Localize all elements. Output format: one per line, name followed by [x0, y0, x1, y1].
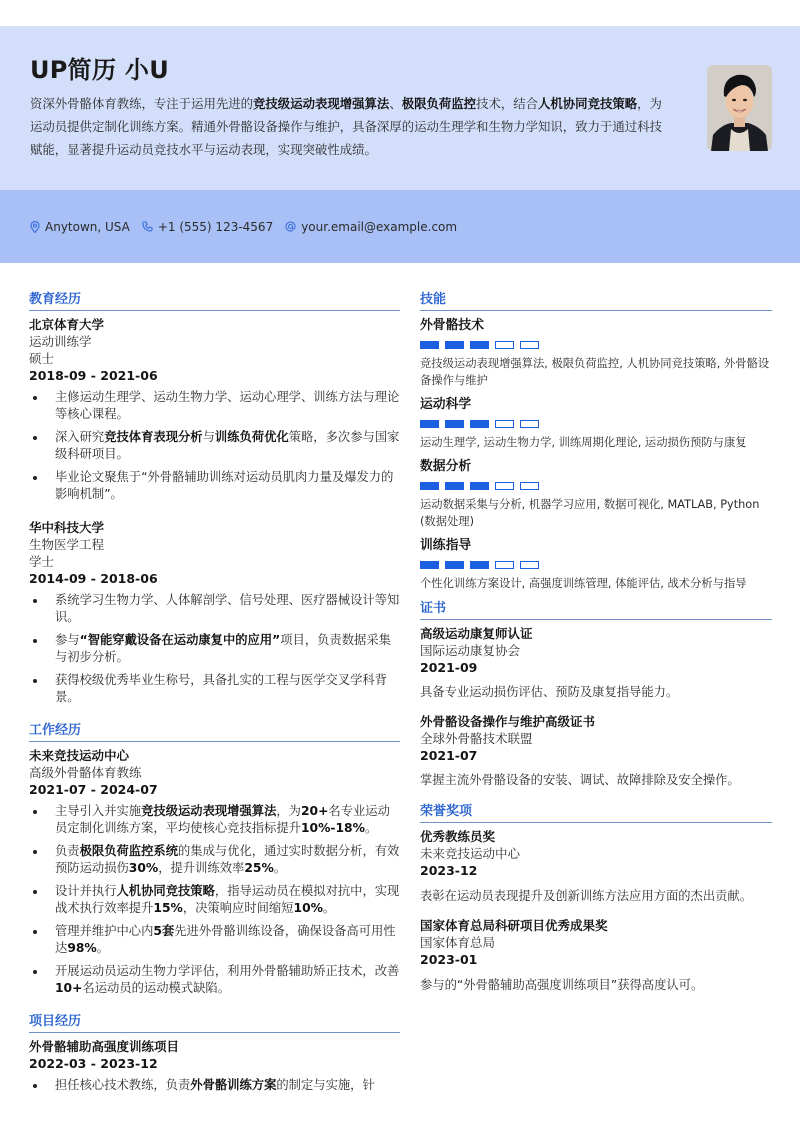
award-date: 2023-12	[420, 863, 478, 878]
certificate-name: 外骨骼设备操作与维护高级证书	[420, 714, 596, 729]
at-sign-icon	[285, 221, 296, 232]
profile-photo	[707, 65, 772, 151]
education-entry	[29, 519, 400, 706]
skills-section	[420, 291, 772, 592]
skill-level-empty	[495, 482, 514, 490]
bullet-item: 设计并执行人机协同竞技策略，指导运动员在模拟对抗中，实现战术执行效率提升15%，决策响应时间缩短10%。	[29, 883, 400, 917]
bullet-list	[29, 389, 400, 503]
skill-level-filled	[470, 482, 489, 490]
school-name: 华中科技大学	[29, 520, 105, 535]
skill-level-empty	[495, 420, 514, 428]
bullet-item: 获得校级优秀毕业生称号，具备扎实的工程与医学交叉学科背景。	[29, 672, 400, 706]
skill-level-bar	[420, 482, 772, 490]
skill-name: 运动科学	[420, 397, 472, 412]
skill-item	[420, 536, 772, 592]
contact-email	[285, 220, 457, 234]
certificate-issuer: 国际运动康复协会	[420, 643, 521, 658]
section-title-skills: 技能	[420, 291, 772, 311]
profile-summary: 资深外骨骼体育教练，专注于运用先进的竞技级运动表现增强算法、极限负荷监控技术，结合人机协同竞技策略，为运动员提供定制化训练方案。精通外骨骼设备操作与维护，具备深厚的运动生理学和生物力学知识，致力于通过科技赋能，显著提升运动员竞技水平与运动表现，实现突破性成绩。	[30, 96, 662, 157]
candidate-name: UP简历 小U	[30, 56, 170, 84]
bullet-list	[29, 592, 400, 706]
section-title-awards: 荣誉奖项	[420, 803, 772, 823]
bullet-item: 担任核心技术教练，负责外骨骼训练方案的制定与实施，针	[29, 1077, 400, 1094]
skill-item	[420, 457, 772, 530]
bullet-item: 开展运动员运动生物力学评估，利用外骨骼辅助矫正技术，改善10+名运动员的运动模式缺陷。	[29, 963, 400, 997]
skill-level-empty	[495, 341, 514, 349]
skill-level-bar	[420, 561, 772, 569]
education-entry	[29, 316, 400, 503]
bullet-item: 负责极限负荷监控系统的集成与优化，通过实时数据分析，有效预防运动损伤30%，提升训练效率25%。	[29, 843, 400, 877]
project-name: 外骨骼辅助高强度训练项目	[29, 1039, 180, 1054]
certificate-entry	[420, 625, 772, 701]
certificate-date: 2021-09	[420, 660, 478, 675]
location-pin-icon	[30, 221, 40, 233]
date-range: 2022-03 - 2023-12	[29, 1056, 158, 1071]
major: 运动训练学	[29, 334, 92, 349]
award-name: 优秀教练员奖	[420, 829, 496, 844]
right-column	[420, 291, 772, 1006]
skill-level-filled	[470, 561, 489, 569]
award-entry	[420, 828, 772, 909]
skill-level-empty	[520, 341, 539, 349]
skill-level-empty	[520, 482, 539, 490]
certificate-date: 2021-07	[420, 748, 478, 763]
education-section	[29, 291, 400, 706]
award-date: 2023-01	[420, 952, 478, 967]
award-entry	[420, 917, 772, 998]
resume-header	[0, 26, 800, 190]
bullet-list	[29, 803, 400, 997]
bullet-item: 管理并维护中心内5套先进外骨骼训练设备，确保设备高可用性达98%。	[29, 923, 400, 957]
project-entry	[29, 1038, 400, 1094]
bullet-item: 主修运动生理学、运动生物力学、运动心理学、训练方法与理论等核心课程。	[29, 389, 400, 423]
skill-level-filled	[445, 482, 464, 490]
skill-level-bar	[420, 420, 772, 428]
skill-description: 运动数据采集与分析, 机器学习应用, 数据可视化, MATLAB, Python (数据处理)	[420, 498, 760, 528]
certificate-description: 具备专业运动损伤评估、预防及康复指导能力。	[420, 685, 679, 699]
bullet-item: 系统学习生物力学、人体解剖学、信号处理、医疗器械设计等知识。	[29, 592, 400, 626]
bullet-item: 参与“智能穿戴设备在运动康复中的应用”项目，负责数据采集与初步分析。	[29, 632, 400, 666]
section-title-projects: 项目经历	[29, 1013, 400, 1033]
certificate-description: 掌握主流外骨骼设备的安装、调试、故障排除及安全操作。	[420, 773, 740, 787]
section-title-certificates: 证书	[420, 600, 772, 620]
page-top-margin	[0, 0, 800, 26]
skill-name: 训练指导	[420, 538, 472, 553]
award-issuer: 未来竞技运动中心	[420, 846, 521, 861]
skill-level-empty	[520, 420, 539, 428]
skill-name: 数据分析	[420, 459, 472, 474]
certificate-name: 高级运动康复师认证	[420, 626, 533, 641]
certificate-entry	[420, 713, 772, 789]
award-description: 参与的“外骨骼辅助高强度训练项目”获得高度认可。	[420, 978, 704, 992]
degree: 学士	[29, 554, 55, 569]
skill-level-filled	[420, 420, 439, 428]
skill-level-filled	[470, 341, 489, 349]
award-name: 国家体育总局科研项目优秀成果奖	[420, 918, 608, 933]
skill-item	[420, 395, 772, 451]
skill-level-filled	[445, 561, 464, 569]
email-text[interactable]: your.email@example.com	[301, 219, 458, 234]
bullet-list	[29, 1077, 400, 1094]
skill-level-filled	[420, 341, 439, 349]
award-issuer: 国家体育总局	[420, 935, 496, 950]
contact-phone	[142, 220, 273, 234]
skill-level-bar	[420, 341, 772, 349]
school-name: 北京体育大学	[29, 317, 105, 332]
skill-level-filled	[445, 341, 464, 349]
section-title-education: 教育经历	[29, 291, 400, 311]
skill-level-filled	[445, 420, 464, 428]
left-column	[29, 291, 400, 1100]
section-title-work: 工作经历	[29, 722, 400, 742]
skill-level-filled	[470, 420, 489, 428]
date-range: 2018-09 - 2021-06	[29, 368, 158, 383]
date-range: 2014-09 - 2018-06	[29, 571, 158, 586]
company-name: 未来竞技运动中心	[29, 748, 130, 763]
location-text: Anytown, USA	[45, 219, 130, 234]
skill-item	[420, 316, 772, 389]
skill-level-empty	[495, 561, 514, 569]
date-range: 2021-07 - 2024-07	[29, 782, 158, 797]
contact-bar	[0, 190, 800, 263]
certificate-issuer: 全球外骨骼技术联盟	[420, 731, 533, 746]
award-description: 表彰在运动员表现提升及创新训练方法应用方面的杰出贡献。	[420, 889, 753, 903]
projects-section	[29, 1013, 400, 1094]
skill-level-filled	[420, 482, 439, 490]
skill-description: 运动生理学, 运动生物力学, 训练周期化理论, 运动损伤预防与康复	[420, 436, 747, 449]
skill-level-empty	[520, 561, 539, 569]
work-section	[29, 722, 400, 997]
skill-name: 外骨骼技术	[420, 318, 484, 333]
bullet-item: 毕业论文聚焦于“外骨骼辅助训练对运动员肌肉力量及爆发力的影响机制”。	[29, 469, 400, 503]
bullet-item: 主导引入并实施竞技级运动表现增强算法，为20+名专业运动员定制化训练方案，平均使核心竞技指标提升10%-18%。	[29, 803, 400, 837]
bullet-item: 深入研究竞技体育表现分析与训练负荷优化策略，多次参与国家级科研项目。	[29, 429, 400, 463]
skill-level-filled	[420, 561, 439, 569]
job-role: 高级外骨骼体育教练	[29, 765, 142, 780]
degree: 硕士	[29, 351, 55, 366]
major: 生物医学工程	[29, 537, 105, 552]
phone-text[interactable]: +1 (555) 123-4567	[157, 219, 274, 234]
work-entry	[29, 747, 400, 997]
phone-icon	[142, 221, 153, 232]
skill-description: 竞技级运动表现增强算法, 极限负荷监控, 人机协同竞技策略, 外骨骼设备操作与维护	[420, 357, 770, 387]
awards-section	[420, 803, 772, 998]
skill-description: 个性化训练方案设计, 高强度训练管理, 体能评估, 战术分析与指导	[420, 577, 747, 590]
certificates-section	[420, 600, 772, 789]
contact-location	[30, 220, 130, 234]
